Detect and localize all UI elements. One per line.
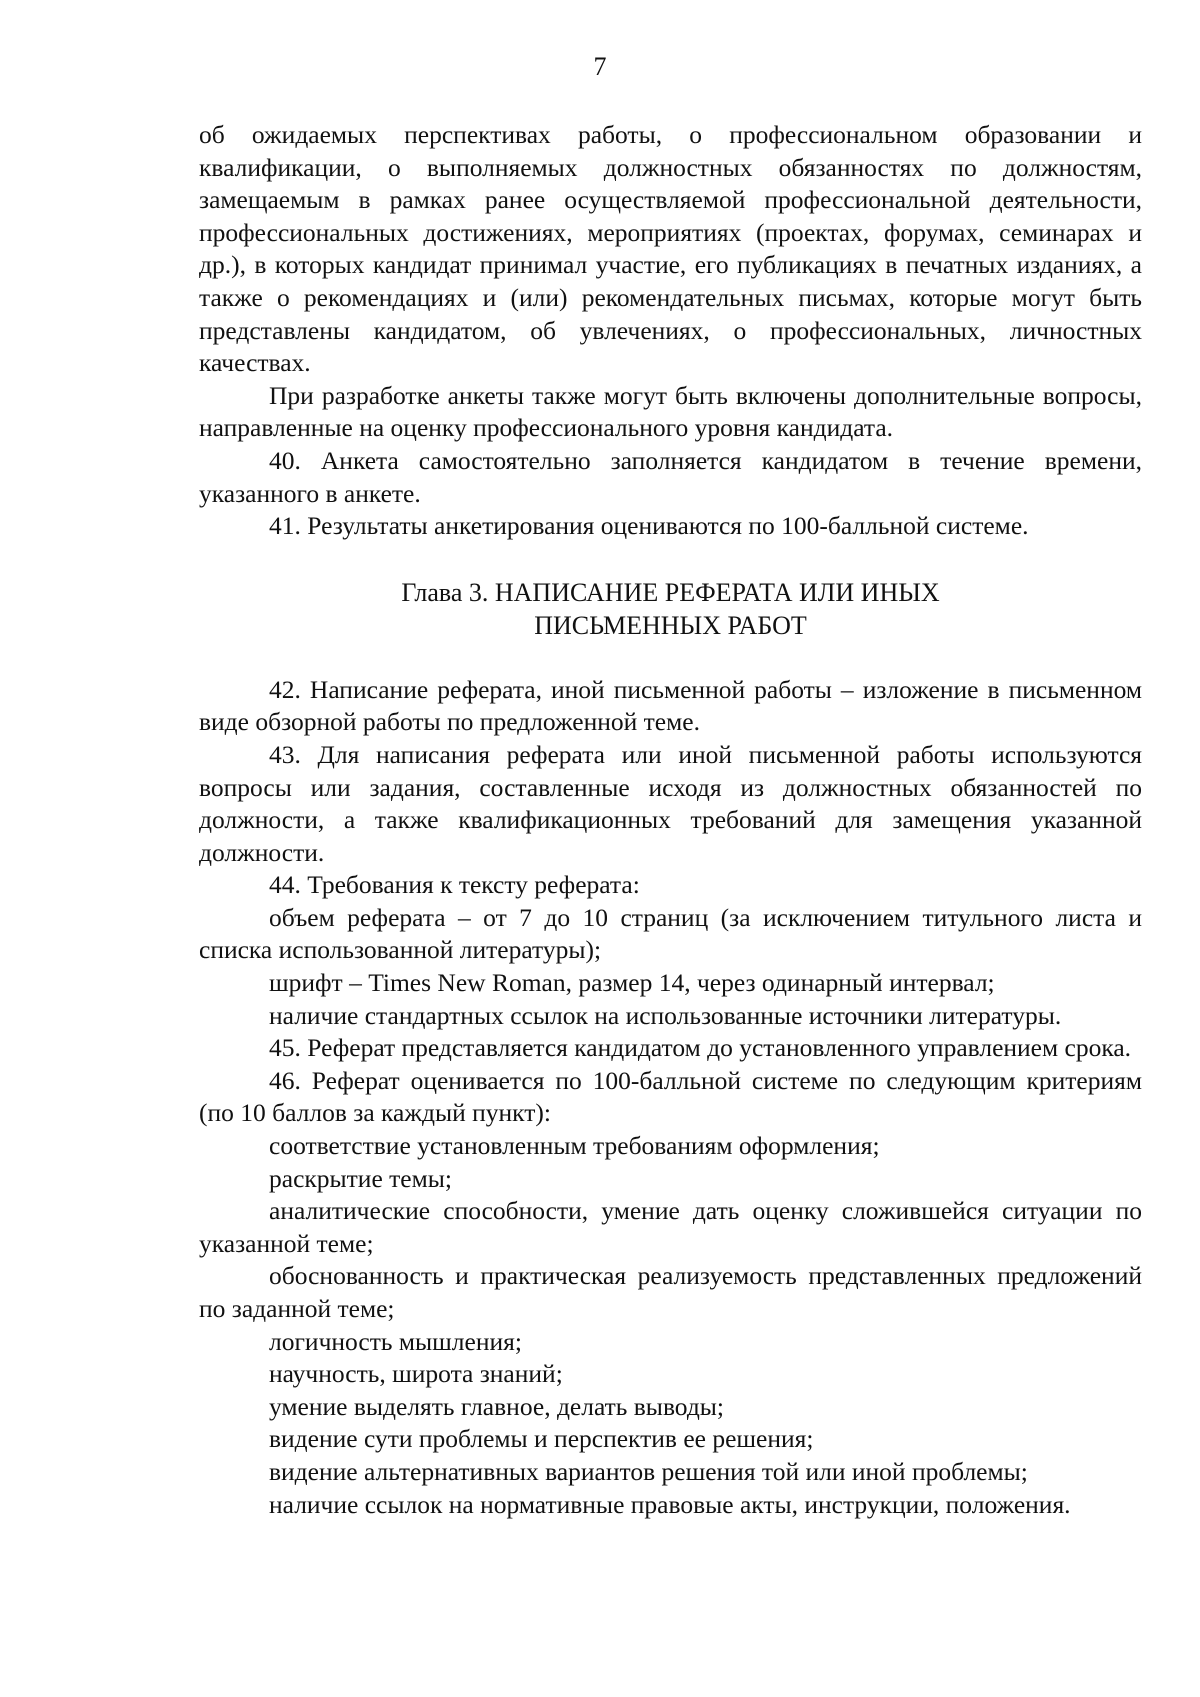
criterion-list-item: логичность мышления; [269, 1326, 522, 1356]
criterion-list-item: аналитические способности, умение дать оценку сложившейся ситуации по указанной теме; [199, 1196, 1142, 1258]
criterion-list-item: обоснованность и практическая реализуемость представленных предложений по заданной теме; [199, 1261, 1142, 1323]
page-number: 7 [593, 52, 607, 81]
criterion-list-item: видение альтернативных вариантов решения той или иной проблемы; [269, 1456, 1028, 1486]
criterion-list-item: видение сути проблемы и перспектив ее решения; [269, 1424, 814, 1454]
paragraph-46: 46. Реферат оценивается по 100-балльной системе по следующим критериям (по 10 баллов за каждый пункт): [199, 1065, 1142, 1128]
chapter-heading-line-2: ПИСЬМЕННЫХ РАБОТ [534, 610, 807, 640]
paragraph-44-font: шрифт – Times New Roman, размер 14, через одинарный интервал; [269, 968, 995, 998]
paragraph-additional-questions: При разработке анкеты также могут быть включены дополнительные вопросы, направленные на оценку профессионального уровня кандидата. [199, 380, 1142, 443]
paragraph-44: 44. Требования к тексту реферата: [269, 870, 640, 900]
criterion-list-item: наличие ссылок на нормативные правовые акты, инструкции, положения. [269, 1489, 1071, 1519]
paragraph-41: 41. Результаты анкетирования оцениваются по 100-балльной системе. [269, 511, 1029, 541]
chapter-heading [199, 576, 1142, 642]
chapter-heading-line-1: Глава 3. НАПИСАНИЕ РЕФЕРАТА ИЛИ ИНЫХ [401, 577, 940, 607]
criterion-list-item: раскрытие темы; [269, 1163, 452, 1193]
criterion-list-item: научность, широта знаний; [269, 1359, 563, 1389]
paragraph-44-volume: объем реферата – от 7 до 10 страниц (за исключением титульного листа и списка использованной литературы); [199, 902, 1142, 965]
criterion-list-item: соответствие установленным требованиям оформления; [269, 1131, 880, 1161]
paragraph-continuation: об ожидаемых перспективах работы, о профессиональном образовании и квалификации, о выполняемых должностных обязанностях по должностям, замещаемым в рамках ранее осуществляемой профессиональной деятельности, профессиональных достижениях, мероприятиях (проектах, форумах, семинарах и др.), в которых кандидат принимал участие, его публикациях в печатных изданиях, а также о рекомендациях и (или) рекомендательных письмах, которые могут быть представлены кандидатом, об увлечениях, о профессиональных, личностных качествах. [199, 120, 1142, 378]
paragraph-42: 42. Написание реферата, иной письменной работы – изложение в письменном виде обзорной работы по предложенной теме. [199, 674, 1142, 737]
paragraph-45: 45. Реферат представляется кандидатом до установленного управлением срока. [269, 1033, 1132, 1063]
document-body [199, 119, 1142, 1521]
paragraph-43: 43. Для написания реферата или иной письменной работы используются вопросы или задания, составленные исходя из должностных обязанностей по должности, а также квалификационных требований для замещения указанной должности. [199, 739, 1142, 867]
criterion-list-item: умение выделять главное, делать выводы; [269, 1391, 725, 1421]
paragraph-40: 40. Анкета самостоятельно заполняется кандидатом в течение времени, указанного в анкете. [199, 445, 1142, 508]
paragraph-44-links: наличие стандартных ссылок на использованные источники литературы. [269, 1000, 1062, 1030]
